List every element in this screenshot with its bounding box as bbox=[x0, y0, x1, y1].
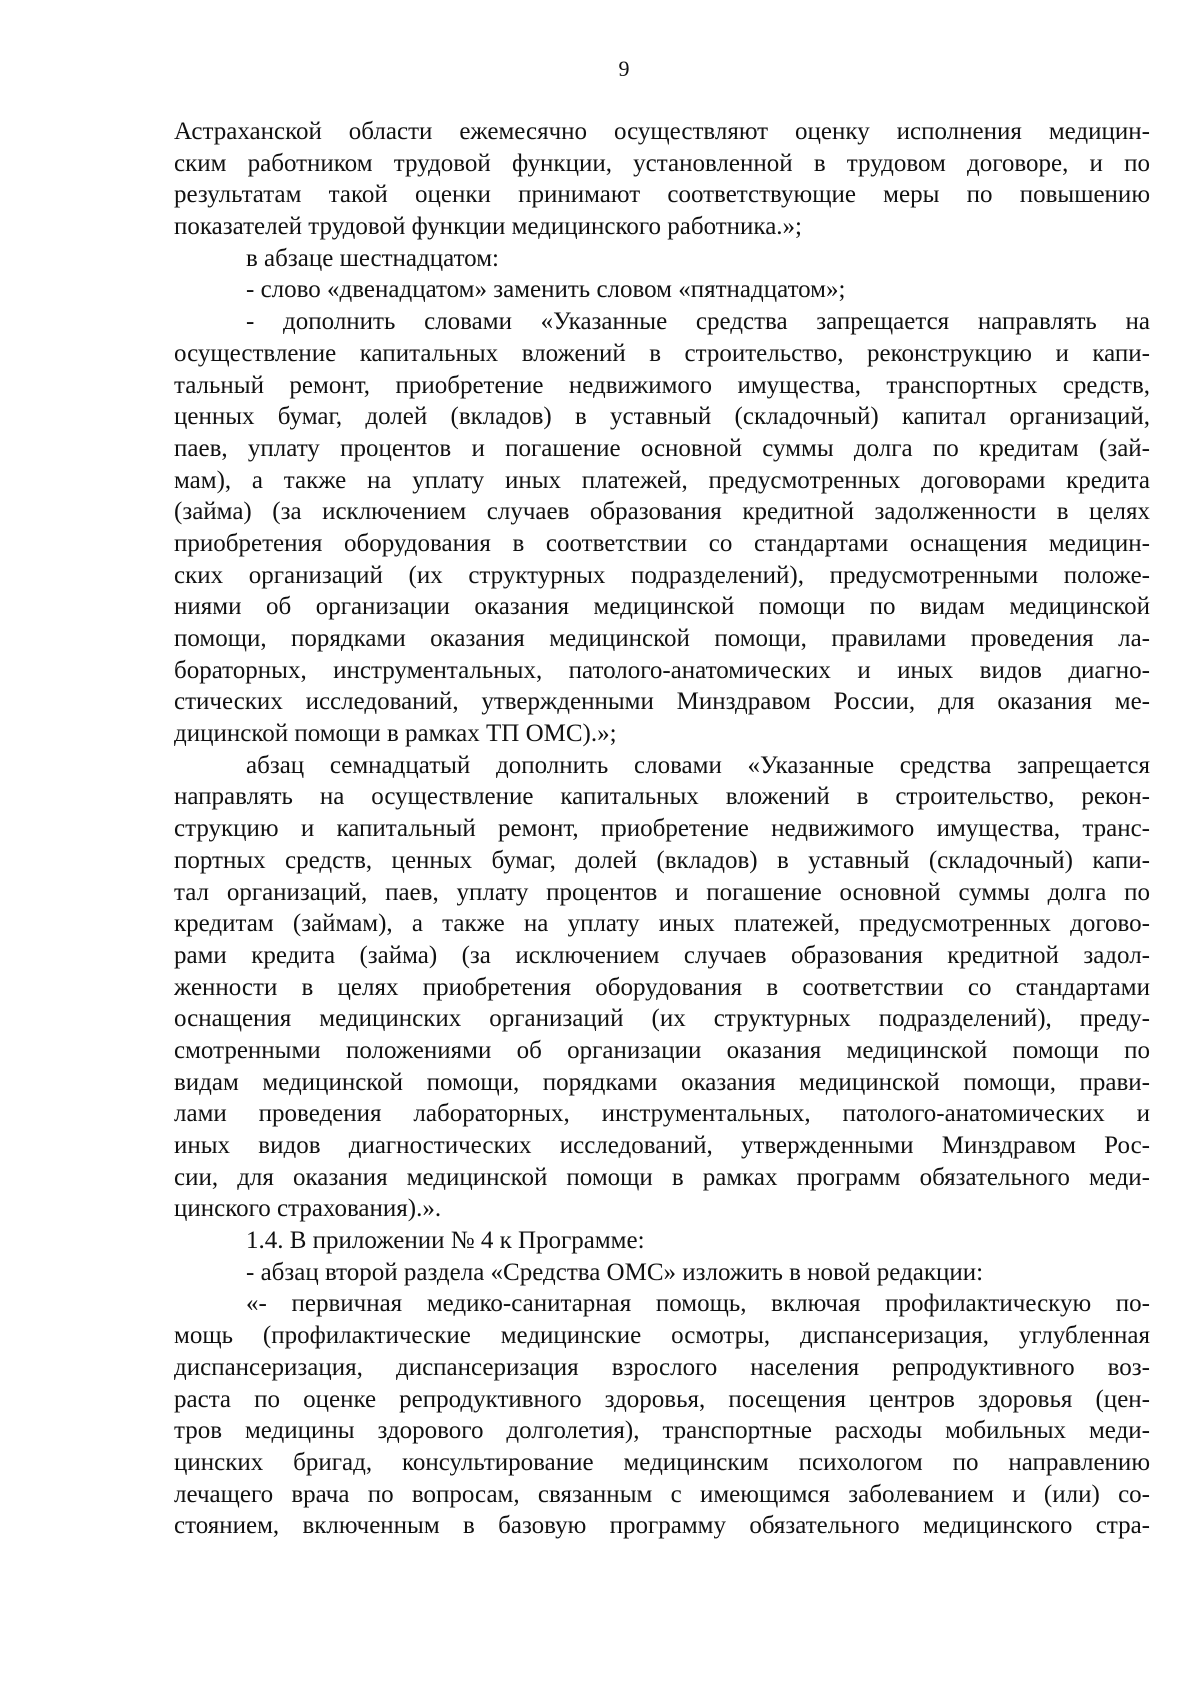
text-line: смотренными положениями об организации оказания медицинской помощи по bbox=[174, 1036, 1150, 1064]
text-line: Астраханской области ежемесячно осуществляют оценку исполнения медицин- bbox=[174, 118, 1150, 145]
text-line: тал организаций, паев, уплату процентов и погашение основной суммы долга по bbox=[174, 878, 1150, 906]
text-line: 1.4. В приложении № 4 к Программе: bbox=[246, 1227, 645, 1255]
text-line: направлять на осуществление капитальных вложений в строительство, рекон- bbox=[174, 783, 1150, 811]
text-line: диспансеризация, диспансеризация взрослого населения репродуктивного воз- bbox=[174, 1353, 1150, 1381]
text-line: стоянием, включенным в базовую программу обязательного медицинского стра- bbox=[174, 1512, 1150, 1540]
text-line: приобретения оборудования в соответствии со стандартами оснащения медицин- bbox=[174, 529, 1150, 557]
paragraph-abzac-17 bbox=[174, 750, 1150, 1225]
text-line: ским работником трудовой функции, установленной в трудовом договоре, и по bbox=[174, 149, 1150, 177]
text-line: осуществление капитальных вложений в строительство, реконструкцию и капи- bbox=[174, 339, 1150, 367]
text-line: ниями об организации оказания медицинской помощи по видам медицинской bbox=[174, 593, 1150, 621]
paragraph-primary-care bbox=[174, 1288, 1150, 1542]
text-line: в абзаце шестнадцатом: bbox=[246, 244, 499, 272]
paragraph-abzac-16 bbox=[174, 243, 1150, 275]
text-line: помощи, порядками оказания медицинской помощи, правилами проведения ла- bbox=[174, 625, 1150, 652]
text-line: раста по оценке репродуктивного здоровья, посещения центров здоровья (цен- bbox=[174, 1385, 1150, 1413]
text-line: цинского страхования).». bbox=[174, 1195, 442, 1223]
text-line: ских организаций (их структурных подразделений), предусмотренными положе- bbox=[174, 561, 1150, 589]
document-body bbox=[174, 116, 1150, 1542]
text-line: - слово «двенадцатом» заменить словом «пятнадцатом»; bbox=[246, 276, 846, 304]
text-line: тров медицины здорового долголетия), транспортные расходы мобильных меди- bbox=[174, 1417, 1150, 1445]
text-line: портных средств, ценных бумаг, долей (вкладов) в уставный (складочный) капи- bbox=[174, 846, 1150, 874]
text-line: результатам такой оценки принимают соответствующие меры по повышению bbox=[174, 181, 1150, 209]
paragraph-oms-section bbox=[174, 1257, 1150, 1289]
text-line: абзац семнадцатый дополнить словами «Указанные средства запрещается bbox=[246, 751, 1150, 779]
text-line: женности в целях приобретения оборудования в соответствии со стандартами bbox=[174, 973, 1150, 1001]
text-line: ценных бумаг, долей (вкладов) в уставный (складочный) капитал организаций, bbox=[174, 403, 1150, 431]
text-line: струкцию и капитальный ремонт, приобретение недвижимого имущества, транс- bbox=[174, 815, 1150, 843]
text-line: дицинской помощи в рамках ТП ОМС).»; bbox=[174, 720, 617, 748]
text-line: лами проведения лабораторных, инструментальных, патолого-анатомических и bbox=[174, 1100, 1150, 1128]
text-line: лечащего врача по вопросам, связанным с имеющимся заболеванием и (или) со- bbox=[174, 1480, 1150, 1508]
text-line: видам медицинской помощи, порядками оказания медицинской помощи, прави- bbox=[174, 1068, 1150, 1096]
paragraph-continuation bbox=[174, 116, 1150, 243]
paragraph-annex-4 bbox=[174, 1225, 1150, 1257]
text-line: - абзац второй раздела «Средства ОМС» изложить в новой редакции: bbox=[246, 1258, 984, 1286]
text-line: мам), а также на уплату иных платежей, предусмотренных договорами кредита bbox=[174, 466, 1150, 494]
text-line: иных видов диагностических исследований, утвержденными Минздравом Рос- bbox=[174, 1132, 1150, 1159]
text-line: кредитам (займам), а также на уплату иных платежей, предусмотренных догово- bbox=[174, 910, 1150, 938]
text-line: цинских бригад, консультирование медицинским психологом по направлению bbox=[174, 1448, 1150, 1476]
text-line: стических исследований, утвержденными Минздравом России, для оказания ме- bbox=[174, 688, 1150, 716]
text-line: тальный ремонт, приобретение недвижимого имущества, транспортных средств, bbox=[174, 371, 1150, 399]
text-line: - дополнить словами «Указанные средства запрещается направлять на bbox=[246, 308, 1150, 336]
text-line: бораторных, инструментальных, патолого-анатомических и иных видов диагно- bbox=[174, 656, 1150, 684]
text-line: показателей трудовой функции медицинского работника.»; bbox=[174, 213, 802, 241]
text-line: оснащения медицинских организаций (их структурных подразделений), преду- bbox=[174, 1005, 1150, 1033]
text-line: сии, для оказания медицинской помощи в рамках программ обязательного меди- bbox=[174, 1163, 1150, 1191]
text-line: рами кредита (займа) (за исключением случаев образования кредитной задол- bbox=[174, 941, 1150, 969]
text-line: мощь (профилактические медицинские осмотры, диспансеризация, углубленная bbox=[174, 1322, 1150, 1350]
text-line: паев, уплату процентов и погашение основной суммы долга по кредитам (зай- bbox=[174, 434, 1150, 462]
paragraph-add-words bbox=[174, 306, 1150, 750]
text-line: «- первичная медико-санитарная помощь, включая профилактическую по- bbox=[246, 1290, 1150, 1318]
page-number: 9 bbox=[618, 56, 630, 81]
paragraph-replace-word bbox=[174, 274, 1150, 306]
text-line: (займа) (за исключением случаев образования кредитной задолженности в целях bbox=[174, 498, 1150, 526]
